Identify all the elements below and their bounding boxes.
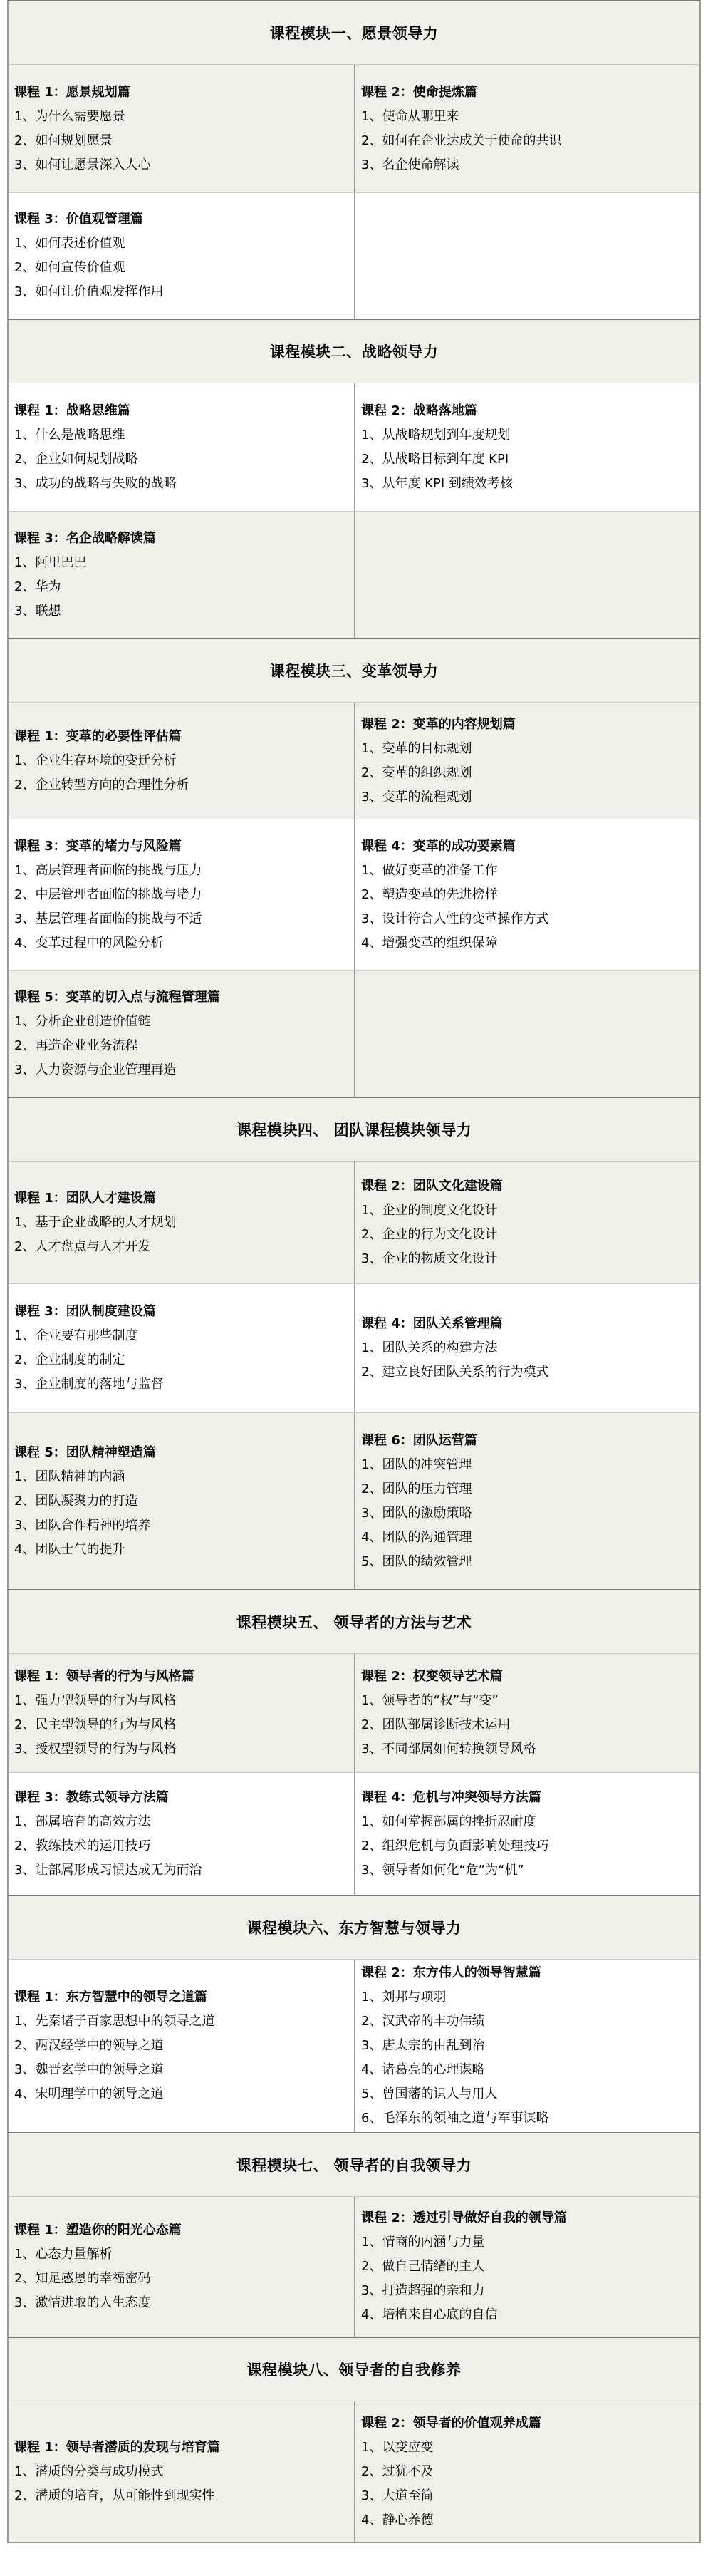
course-card <box>354 1773 699 1895</box>
module-title: 课程模块二、战略领导力 <box>269 343 439 361</box>
course-topic: 1、为什么需要愿景 <box>14 108 125 124</box>
course-card <box>9 1654 354 1772</box>
course-title: 课程 2：东方伟人的领导智慧篇 <box>361 1965 541 1980</box>
course-topic: 1、团队关系的构建方法 <box>361 1340 498 1355</box>
course-topic: 2、企业制度的制定 <box>14 1352 125 1367</box>
course-row <box>7 511 701 638</box>
course-topic: 1、如何表述价值观 <box>14 236 125 251</box>
course-card <box>9 193 354 319</box>
course-topic: 1、高层管理者面临的挑战与压力 <box>14 862 202 878</box>
course-title: 课程 3：教练式领导方法篇 <box>14 1789 169 1805</box>
course-topic: 2、团队凝聚力的打造 <box>14 1493 138 1509</box>
course-topic: 1、潜质的分类与成功模式 <box>14 2463 164 2479</box>
course-topic: 1、什么是战略思维 <box>14 427 125 443</box>
course-row <box>7 970 701 1097</box>
course-topic: 6、毛泽东的领袖之道与军事谋略 <box>361 2111 549 2126</box>
course-topic: 2、民主型领导的行为与风格 <box>14 1717 177 1732</box>
course-title: 课程 1：领导者潜质的发现与培育篇 <box>14 2439 220 2455</box>
course-card <box>9 819 354 970</box>
course-topic: 3、变革的流程规划 <box>361 789 472 805</box>
course-card <box>9 383 354 511</box>
course-title: 课程 5：团队精神塑造篇 <box>14 1444 156 1460</box>
course-topic: 3、让部属形成习惯达成无为而治 <box>14 1862 202 1878</box>
course-topic: 1、变革的目标规划 <box>361 740 472 756</box>
course-title: 课程 1：领导者的行为与风格篇 <box>14 1669 194 1684</box>
course-title: 课程 1：变革的必要性评估篇 <box>14 728 182 744</box>
course-topic: 2、再造企业业务流程 <box>14 1038 138 1053</box>
course-topic: 4、团队的沟通管理 <box>361 1529 472 1545</box>
empty-cell <box>354 971 699 1097</box>
module-title: 课程模块四、 团队课程模块领导力 <box>236 1122 472 1139</box>
course-card <box>354 703 699 819</box>
course-title: 课程 2：透过引导做好自我的领导篇 <box>361 2210 567 2225</box>
course-topic: 1、先秦诸子百家思想中的领导之道 <box>14 2014 215 2029</box>
module-header <box>7 0 701 64</box>
course-topic: 4、增强变革的组织保障 <box>361 935 498 951</box>
course-title: 课程 1：塑造你的阳光心态篇 <box>14 2223 182 2238</box>
course-card <box>354 383 699 511</box>
course-topic: 1、领导者的“权”与“变” <box>361 1693 499 1708</box>
module-header <box>7 1589 701 1653</box>
course-card <box>9 1773 354 1895</box>
course-row <box>7 819 701 970</box>
course-topic: 2、教练技术的运用技巧 <box>14 1838 151 1853</box>
course-row <box>7 702 701 819</box>
course-card <box>9 2401 354 2542</box>
course-row <box>7 2196 701 2337</box>
course-topic: 2、如何在企业达成关于使命的共识 <box>361 133 562 148</box>
course-topic: 3、如何让价值观发挥作用 <box>14 284 164 299</box>
course-topic: 1、以变应变 <box>361 2439 434 2455</box>
course-row <box>7 1161 701 1283</box>
course-card <box>9 1284 354 1412</box>
course-topic: 3、激情进取的人生态度 <box>14 2295 151 2310</box>
course-topic: 3、团队的激励策略 <box>361 1505 472 1521</box>
course-topic: 3、名企使命解读 <box>361 157 459 172</box>
course-topic: 2、汉武帝的丰功伟绩 <box>361 2014 485 2029</box>
course-topic: 3、魏晋玄学中的领导之道 <box>14 2062 164 2077</box>
course-title: 课程 2：领导者的价值观养成篇 <box>361 2415 541 2431</box>
course-title: 课程 3：团队制度建设篇 <box>14 1304 156 1319</box>
course-card <box>354 1654 699 1772</box>
course-topic: 2、企业如何规划战略 <box>14 451 138 467</box>
course-row <box>7 1412 701 1589</box>
course-topic: 2、如何宣传价值观 <box>14 260 125 275</box>
course-topic: 1、强力型领导的行为与风格 <box>14 1693 177 1708</box>
module-header <box>7 2132 701 2196</box>
course-topic: 3、团队合作精神的培养 <box>14 1517 151 1533</box>
course-row <box>7 192 701 319</box>
course-card <box>9 2197 354 2337</box>
course-topic: 3、唐太宗的由乱到治 <box>361 2038 485 2053</box>
course-topic: 2、团队部属诊断技术运用 <box>361 1717 511 1732</box>
course-topic: 3、如何让愿景深入人心 <box>14 157 151 172</box>
course-card <box>354 2197 699 2337</box>
module-title: 课程模块三、变革领导力 <box>269 663 439 680</box>
course-topic: 1、基于企业战略的人才规划 <box>14 1214 177 1230</box>
course-row <box>7 64 701 192</box>
module-title: 课程模块一、愿景领导力 <box>269 25 439 42</box>
course-topic: 1、团队的冲突管理 <box>361 1457 472 1472</box>
course-topic: 3、大道至简 <box>361 2488 434 2503</box>
course-topic: 4、诸葛亮的心理谋略 <box>361 2062 485 2077</box>
course-topic: 2、如何规划愿景 <box>14 133 113 148</box>
course-title: 课程 4：团队关系管理篇 <box>361 1316 503 1331</box>
course-topic: 2、中层管理者面临的挑战与堵力 <box>14 886 202 902</box>
course-topic: 1、如何掌握部属的挫折忍耐度 <box>361 1814 536 1829</box>
course-topic: 2、过犹不及 <box>361 2463 434 2479</box>
course-topic: 2、变革的组织规划 <box>361 765 472 780</box>
course-topic: 3、联想 <box>14 603 61 619</box>
course-topic: 4、团队士气的提升 <box>14 1541 125 1557</box>
course-card <box>9 971 354 1097</box>
course-topic: 1、做好变革的准备工作 <box>361 862 498 878</box>
course-title: 课程 6：团队运营篇 <box>361 1432 477 1448</box>
course-title: 课程 4：变革的成功要素篇 <box>361 838 516 854</box>
course-card <box>354 65 699 192</box>
course-topic: 2、知足感恩的幸福密码 <box>14 2271 151 2286</box>
course-topic: 1、心态力量解析 <box>14 2247 113 2262</box>
course-topic: 3、授权型领导的行为与风格 <box>14 1742 177 1757</box>
course-topic: 3、企业的物质文化设计 <box>361 1251 498 1266</box>
module-title: 课程模块七、 领导者的自我领导力 <box>236 2157 472 2174</box>
document-bottom-border <box>7 2542 701 2543</box>
course-row <box>7 2401 701 2542</box>
course-row <box>7 1959 701 2132</box>
course-card <box>9 1413 354 1589</box>
course-topic: 2、企业转型方向的合理性分析 <box>14 777 189 792</box>
course-title: 课程 2：团队文化建设篇 <box>361 1178 503 1194</box>
course-row <box>7 1772 701 1895</box>
course-title: 课程 2：权变领导艺术篇 <box>361 1669 503 1684</box>
course-topic: 1、情商的内涵与力量 <box>361 2235 485 2250</box>
course-topic: 1、从战略规划到年度规划 <box>361 427 511 443</box>
course-card <box>9 1162 354 1283</box>
course-row <box>7 383 701 511</box>
course-topic: 2、从战略目标到年度 KPI <box>361 451 509 467</box>
course-topic: 1、分析企业创造价值链 <box>14 1013 151 1029</box>
course-card <box>9 1960 354 2132</box>
empty-cell <box>354 193 699 319</box>
course-topic: 1、阿里巴巴 <box>14 554 87 570</box>
course-topic: 1、团队精神的内涵 <box>14 1469 125 1484</box>
course-topic: 4、静心养德 <box>361 2512 434 2528</box>
course-topic: 3、成功的战略与失败的战略 <box>14 475 177 491</box>
course-title: 课程 4：危机与冲突领导方法篇 <box>361 1789 541 1805</box>
course-title: 课程 1：东方智慧中的领导之道篇 <box>14 1990 207 2005</box>
course-topic: 4、变革过程中的风险分析 <box>14 935 164 951</box>
course-topic: 3、不同部属如何转换领导风格 <box>361 1742 536 1757</box>
course-topic: 2、企业的行为文化设计 <box>361 1226 498 1242</box>
empty-cell <box>354 512 699 638</box>
module-title: 课程模块八、领导者的自我修养 <box>246 2362 462 2379</box>
course-topic: 3、基层管理者面临的挑战与不适 <box>14 911 202 926</box>
course-title: 课程 3：名企战略解读篇 <box>14 530 156 546</box>
course-topic: 1、企业的制度文化设计 <box>361 1202 498 1218</box>
course-title: 课程 3：价值观管理篇 <box>14 212 143 227</box>
course-title: 课程 2：战略落地篇 <box>361 403 477 418</box>
course-topic: 2、建立良好团队关系的行为模式 <box>361 1365 549 1380</box>
course-topic: 2、做自己情绪的主人 <box>361 2259 485 2274</box>
course-topic: 3、设计符合人性的变革操作方式 <box>361 911 549 926</box>
course-topic: 5、团队的绩效管理 <box>361 1553 472 1569</box>
course-title: 课程 2：变革的内容规划篇 <box>361 716 516 732</box>
module-header <box>7 1895 701 1959</box>
module-title: 课程模块五、 领导者的方法与艺术 <box>236 1614 472 1631</box>
course-card <box>354 1162 699 1283</box>
course-topic: 2、华为 <box>14 579 61 594</box>
module-header <box>7 2337 701 2401</box>
course-topic: 1、企业生存环境的变迁分析 <box>14 752 177 768</box>
course-card <box>9 65 354 192</box>
course-topic: 1、部属培育的高效方法 <box>14 1814 151 1829</box>
course-topic: 4、宋明理学中的领导之道 <box>14 2086 164 2101</box>
course-topic: 3、企业制度的落地与监督 <box>14 1377 164 1392</box>
course-card <box>9 512 354 638</box>
course-topic: 3、领导者如何化“危”为“机” <box>361 1862 524 1878</box>
course-topic: 3、打造超强的亲和力 <box>361 2283 485 2298</box>
course-topic: 2、潜质的培育，从可能性到现实性 <box>14 2488 215 2503</box>
module-header <box>7 638 701 702</box>
module-header <box>7 319 701 383</box>
course-title: 课程 1：战略思维篇 <box>14 403 130 418</box>
course-title: 课程 5：变革的切入点与流程管理篇 <box>14 989 220 1005</box>
course-card <box>354 1960 699 2132</box>
course-topic: 2、组织危机与负面影响处理技巧 <box>361 1838 549 1853</box>
course-topic: 2、团队的压力管理 <box>361 1481 472 1496</box>
course-topic: 1、刘邦与项羽 <box>361 1990 447 2005</box>
course-row <box>7 1653 701 1772</box>
module-header <box>7 1097 701 1161</box>
course-topic: 1、使命从哪里来 <box>361 108 459 124</box>
course-topic: 1、企业要有那些制度 <box>14 1328 138 1343</box>
course-card <box>354 1413 699 1589</box>
course-topic: 3、人力资源与企业管理再造 <box>14 1062 177 1077</box>
course-document <box>7 0 701 2543</box>
course-card <box>354 819 699 970</box>
course-topic: 2、塑造变革的先进榜样 <box>361 886 498 902</box>
course-topic: 5、曾国藩的识人与用人 <box>361 2086 498 2101</box>
course-title: 课程 1：团队人才建设篇 <box>14 1190 156 1206</box>
course-topic: 2、两汉经学中的领导之道 <box>14 2038 164 2053</box>
module-title: 课程模块六、东方智慧与领导力 <box>246 1920 462 1937</box>
course-title: 课程 2：使命提炼篇 <box>361 84 477 100</box>
course-topic: 2、人才盘点与人才开发 <box>14 1238 151 1254</box>
course-card <box>9 703 354 819</box>
course-title: 课程 3：变革的堵力与风险篇 <box>14 838 182 854</box>
course-card <box>354 2401 699 2542</box>
course-topic: 4、培植来自心底的自信 <box>361 2307 498 2322</box>
course-row <box>7 1283 701 1412</box>
course-card <box>354 1284 699 1412</box>
course-title: 课程 1：愿景规划篇 <box>14 84 130 100</box>
course-topic: 3、从年度 KPI 到绩效考核 <box>361 475 513 491</box>
